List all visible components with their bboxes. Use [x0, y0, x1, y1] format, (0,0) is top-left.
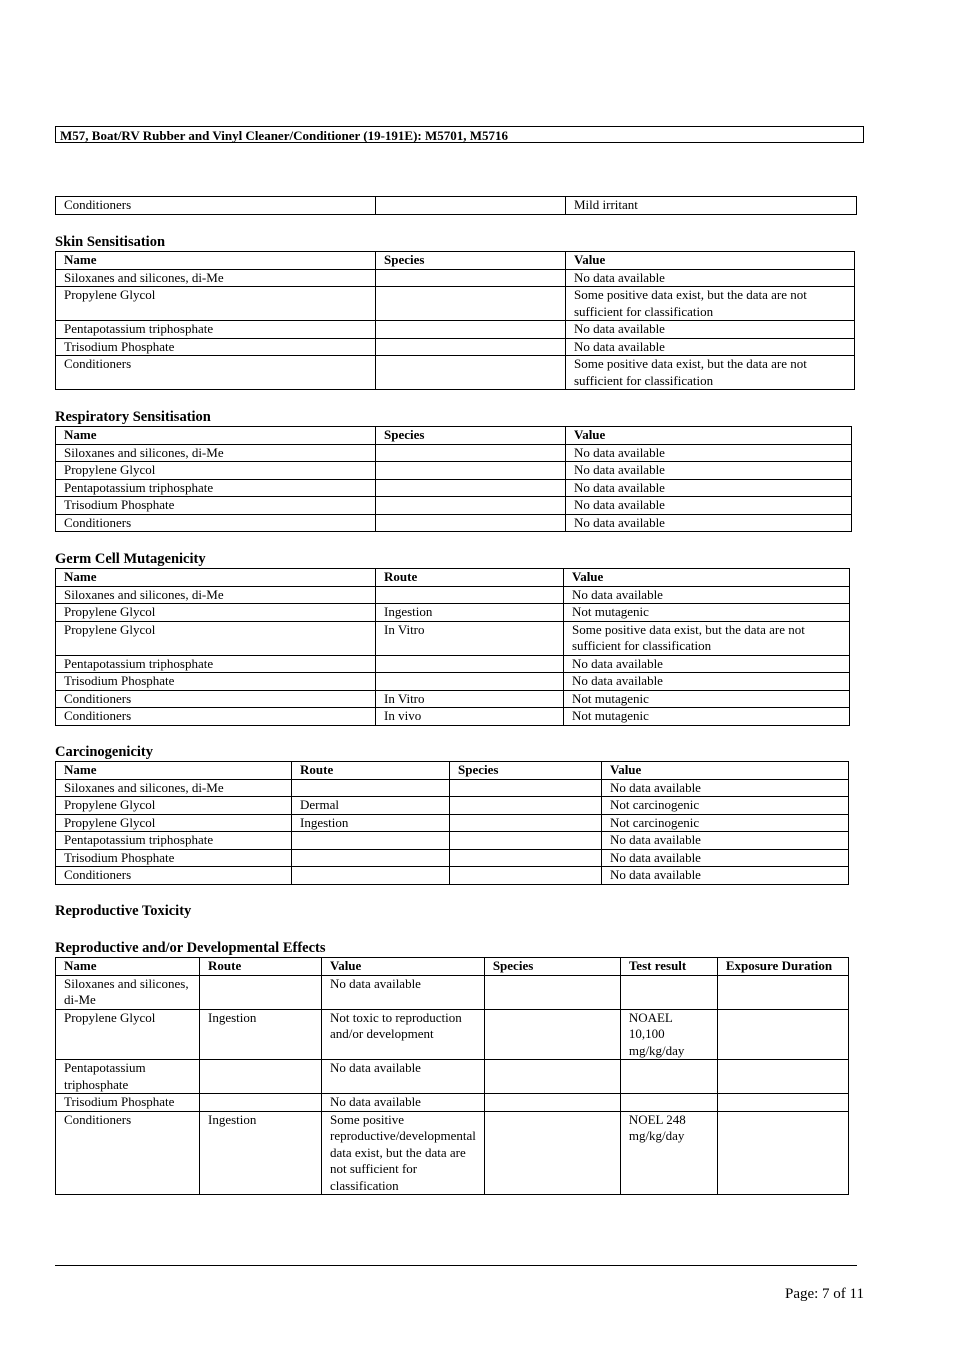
table-cell: Pentapotassium triphosphate: [56, 1060, 200, 1094]
germ-cell-mutagenicity-table: [55, 568, 850, 726]
skin-sensitisation-table: [55, 251, 855, 390]
table-cell: Siloxanes and silicones, di-Me: [56, 586, 376, 604]
table-cell: No data available: [322, 1060, 485, 1094]
table-cell: Conditioners: [56, 1111, 200, 1195]
table-cell: In Vitro: [376, 690, 564, 708]
table-cell: Ingestion: [200, 1009, 322, 1060]
table-cell: No data available: [564, 586, 850, 604]
table-cell: [376, 497, 566, 515]
table-cell: Ingestion: [376, 604, 564, 622]
footer-rule: [55, 1265, 857, 1266]
skin-sensitisation-title: Skin Sensitisation: [55, 234, 166, 250]
table-header-row: [56, 569, 850, 587]
table-cell: Not carcinogenic: [602, 814, 849, 832]
table-cell: Trisodium Phosphate: [56, 497, 376, 515]
table-row: [56, 497, 852, 515]
table-row: [56, 604, 850, 622]
table-cell: Some positive reproductive/developmental data exist, but the data are not sufficient for classification: [322, 1111, 485, 1195]
table-row: [56, 655, 850, 673]
table-cell: Siloxanes and silicones, di-Me: [56, 444, 376, 462]
table-row: [56, 1009, 849, 1060]
table-cell: No data available: [566, 479, 852, 497]
table-header-row: [56, 762, 849, 780]
table-cell: No data available: [566, 514, 852, 532]
table-cell: [292, 867, 450, 885]
table-cell: Propylene Glycol: [56, 462, 376, 480]
page-number: Page: 7 of 11: [784, 1286, 864, 1302]
reproductive-developmental-effects-table: [55, 957, 849, 1195]
carcinogenicity-table: [55, 761, 849, 885]
germ-cell-mutagenicity-title: Germ Cell Mutagenicity: [55, 551, 206, 567]
table-row: [56, 356, 855, 390]
document-header: M57, Boat/RV Rubber and Vinyl Cleaner/Conditioner (19-191E): M5701, M5716: [55, 126, 864, 143]
respiratory-sensitisation-title: Respiratory Sensitisation: [55, 409, 211, 425]
column-header: Name: [56, 252, 376, 270]
table-cell: [376, 338, 566, 356]
table-cell: Conditioners: [56, 867, 292, 885]
column-header: Name: [56, 569, 376, 587]
table-row: [56, 832, 849, 850]
table-cell: [450, 849, 602, 867]
column-header: Species: [376, 252, 566, 270]
table-cell: [376, 321, 566, 339]
column-header: Route: [376, 569, 564, 587]
table-cell: [292, 779, 450, 797]
column-header: Value: [566, 427, 852, 445]
table-cell: Siloxanes and silicones, di-Me: [56, 779, 292, 797]
table-cell: [450, 867, 602, 885]
table-header-row: [56, 252, 855, 270]
table-row: [56, 779, 849, 797]
table-row: [56, 867, 849, 885]
table-row: [56, 1111, 849, 1195]
table-cell: [484, 975, 620, 1009]
table-cell: Not carcinogenic: [602, 797, 849, 815]
table-cell: Propylene Glycol: [56, 814, 292, 832]
table-row: [56, 479, 852, 497]
table-cell: [450, 797, 602, 815]
table-cell: [717, 1060, 848, 1094]
table-cell: [376, 462, 566, 480]
table-cell: [376, 356, 566, 390]
table-cell: [484, 1009, 620, 1060]
carryover-table: [55, 196, 857, 215]
table-cell: Siloxanes and silicones, di-Me: [56, 269, 376, 287]
table-cell: [376, 269, 566, 287]
table-cell: Propylene Glycol: [56, 287, 376, 321]
table-cell: [620, 975, 717, 1009]
table-cell: Siloxanes and silicones, di-Me: [56, 975, 200, 1009]
table-cell: [717, 1009, 848, 1060]
table-row: [56, 338, 855, 356]
table-cell: [450, 832, 602, 850]
table-cell: Pentapotassium triphosphate: [56, 321, 376, 339]
table-row: [56, 814, 849, 832]
table-cell: [450, 814, 602, 832]
table-cell: [376, 197, 566, 215]
column-header: Species: [484, 958, 620, 976]
table-cell: NOAEL 10,100 mg/kg/day: [620, 1009, 717, 1060]
table-cell: Propylene Glycol: [56, 621, 376, 655]
column-header: Value: [566, 252, 855, 270]
table-cell: [450, 779, 602, 797]
carcinogenicity-title: Carcinogenicity: [55, 744, 153, 760]
table-cell: Conditioners: [56, 690, 376, 708]
table-row: [56, 708, 850, 726]
table-cell: Dermal: [292, 797, 450, 815]
table-cell: [484, 1094, 620, 1112]
table-cell: No data available: [564, 655, 850, 673]
table-cell: [620, 1060, 717, 1094]
table-cell: Some positive data exist, but the data are not sufficient for classification: [564, 621, 850, 655]
table-cell: Pentapotassium triphosphate: [56, 479, 376, 497]
table-cell: Some positive data exist, but the data are not sufficient for classification: [566, 356, 855, 390]
table-cell: No data available: [602, 779, 849, 797]
table-row: [56, 197, 857, 215]
table-cell: [484, 1060, 620, 1094]
table-row: [56, 444, 852, 462]
table-cell: [717, 1094, 848, 1112]
table-cell: Conditioners: [56, 197, 376, 215]
table-cell: Propylene Glycol: [56, 1009, 200, 1060]
column-header: Value: [322, 958, 485, 976]
column-header: Name: [56, 958, 200, 976]
table-row: [56, 673, 850, 691]
table-cell: Not mutagenic: [564, 604, 850, 622]
table-row: [56, 462, 852, 480]
table-cell: No data available: [322, 1094, 485, 1112]
table-cell: No data available: [602, 849, 849, 867]
table-row: [56, 621, 850, 655]
table-cell: No data available: [566, 497, 852, 515]
table-cell: In vivo: [376, 708, 564, 726]
table-cell: [376, 479, 566, 497]
reproductive-developmental-effects-title: Reproductive and/or Developmental Effects: [55, 940, 326, 956]
table-cell: Trisodium Phosphate: [56, 673, 376, 691]
table-cell: No data available: [564, 673, 850, 691]
column-header: Value: [564, 569, 850, 587]
table-cell: [376, 287, 566, 321]
table-row: [56, 975, 849, 1009]
table-row: [56, 1094, 849, 1112]
table-cell: Not toxic to reproduction and/or development: [322, 1009, 485, 1060]
table-cell: Not mutagenic: [564, 690, 850, 708]
table-cell: Propylene Glycol: [56, 604, 376, 622]
table-cell: [376, 655, 564, 673]
column-header: Name: [56, 427, 376, 445]
table-row: [56, 514, 852, 532]
table-cell: Some positive data exist, but the data are not sufficient for classification: [566, 287, 855, 321]
table-cell: [376, 444, 566, 462]
table-cell: Pentapotassium triphosphate: [56, 832, 292, 850]
table-cell: Not mutagenic: [564, 708, 850, 726]
table-cell: [484, 1111, 620, 1195]
table-cell: Trisodium Phosphate: [56, 849, 292, 867]
table-cell: No data available: [322, 975, 485, 1009]
column-header: Value: [602, 762, 849, 780]
table-cell: [292, 832, 450, 850]
table-row: [56, 287, 855, 321]
table-row: [56, 586, 850, 604]
table-cell: [200, 1094, 322, 1112]
respiratory-sensitisation-table: [55, 426, 852, 532]
table-row: [56, 321, 855, 339]
table-row: [56, 269, 855, 287]
table-header-row: [56, 958, 849, 976]
table-cell: Mild irritant: [566, 197, 857, 215]
table-cell: No data available: [566, 321, 855, 339]
table-cell: No data available: [602, 832, 849, 850]
table-cell: Trisodium Phosphate: [56, 1094, 200, 1112]
table-cell: NOEL 248 mg/kg/day: [620, 1111, 717, 1195]
table-row: [56, 797, 849, 815]
table-cell: Ingestion: [292, 814, 450, 832]
reproductive-toxicity-title: Reproductive Toxicity: [55, 903, 192, 919]
table-cell: No data available: [602, 867, 849, 885]
table-cell: [620, 1094, 717, 1112]
column-header: Exposure Duration: [717, 958, 848, 976]
table-header-row: [56, 427, 852, 445]
table-cell: Pentapotassium triphosphate: [56, 655, 376, 673]
table-cell: [717, 1111, 848, 1195]
table-cell: Conditioners: [56, 708, 376, 726]
table-cell: Conditioners: [56, 356, 376, 390]
table-row: [56, 690, 850, 708]
table-row: [56, 1060, 849, 1094]
table-cell: [376, 586, 564, 604]
table-cell: [376, 514, 566, 532]
table-cell: Conditioners: [56, 514, 376, 532]
column-header: Test result: [620, 958, 717, 976]
column-header: Route: [200, 958, 322, 976]
table-cell: [200, 1060, 322, 1094]
table-cell: [717, 975, 848, 1009]
table-row: [56, 849, 849, 867]
table-cell: Ingestion: [200, 1111, 322, 1195]
table-cell: [376, 673, 564, 691]
table-cell: [292, 849, 450, 867]
column-header: Name: [56, 762, 292, 780]
table-cell: Propylene Glycol: [56, 797, 292, 815]
table-cell: [200, 975, 322, 1009]
column-header: Species: [376, 427, 566, 445]
table-cell: No data available: [566, 444, 852, 462]
table-cell: Trisodium Phosphate: [56, 338, 376, 356]
table-cell: In Vitro: [376, 621, 564, 655]
table-cell: No data available: [566, 462, 852, 480]
table-cell: No data available: [566, 338, 855, 356]
column-header: Route: [292, 762, 450, 780]
column-header: Species: [450, 762, 602, 780]
table-cell: No data available: [566, 269, 855, 287]
